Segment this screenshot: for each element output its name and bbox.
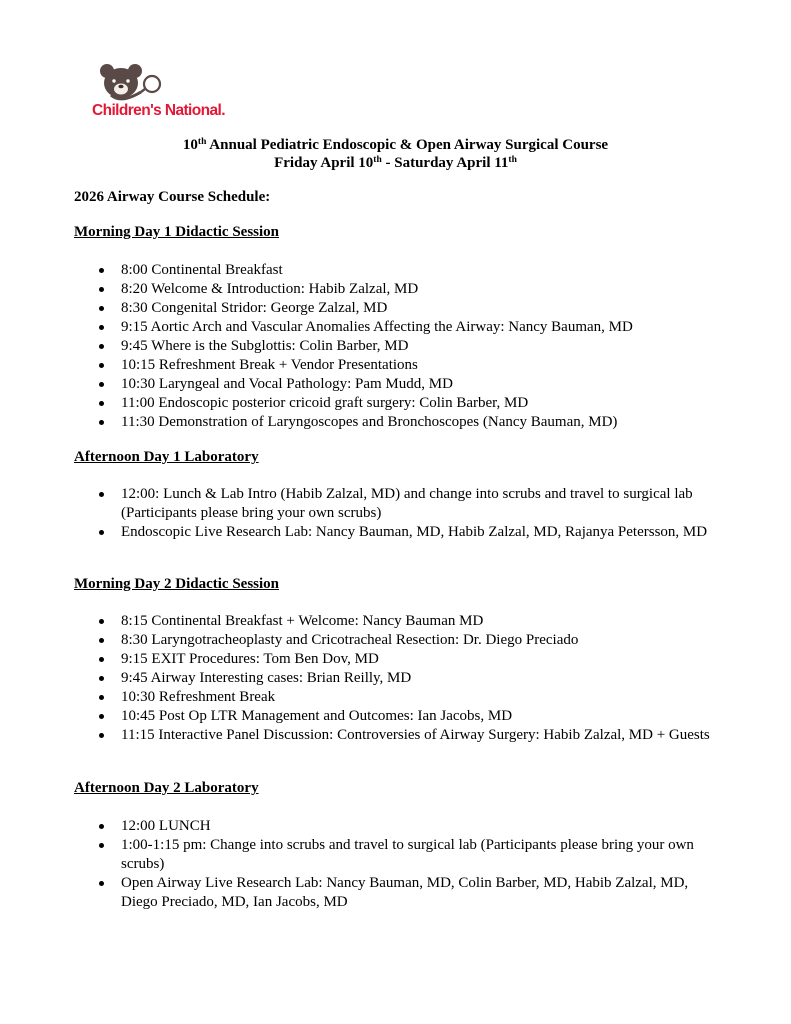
bullet-icon — [99, 619, 104, 624]
section-heading-morning-day-2: Morning Day 2 Didactic Session — [74, 576, 280, 592]
course-name-line — [0, 136, 791, 154]
afternoon-day-1-list — [0, 485, 791, 542]
list-item: 12:00: Lunch & Lab Intro (Habib Zalzal, MD) and change into scrubs and travel to surgical lab (Participants please bring your own scrubs) — [0, 485, 791, 523]
list-item: 9:15 EXIT Procedures: Tom Ben Dov, MD — [0, 650, 791, 669]
course-name: Annual Pediatric Endoscopic & Open Airway Surgical Course — [206, 137, 609, 153]
bullet-icon — [99, 420, 104, 425]
list-item: 1:00-1:15 pm: Change into scrubs and travel to surgical lab (Participants please bring your own scrubs) — [0, 836, 791, 874]
bullet-icon — [99, 676, 104, 681]
morning-day-2-list — [0, 612, 791, 745]
section-heading-afternoon-day-1: Afternoon Day 1 Laboratory — [74, 449, 259, 465]
list-item: 11:00 Endoscopic posterior cricoid graft surgery: Colin Barber, MD — [0, 394, 791, 413]
bullet-icon — [99, 638, 104, 643]
bullet-icon — [99, 492, 104, 497]
list-item: 9:45 Airway Interesting cases: Brian Reilly, MD — [0, 669, 791, 688]
bullet-icon — [99, 325, 104, 330]
list-item: 11:30 Demonstration of Laryngoscopes and Bronchoscopes (Nancy Bauman, MD) — [0, 413, 791, 432]
childrens-national-logo — [92, 62, 242, 122]
bullet-icon — [99, 530, 104, 535]
bullet-icon — [99, 695, 104, 700]
list-item: 8:00 Continental Breakfast — [0, 261, 791, 280]
list-item: 8:20 Welcome & Introduction: Habib Zalzal, MD — [0, 280, 791, 299]
list-item: 10:15 Refreshment Break + Vendor Presentations — [0, 356, 791, 375]
list-item: 10:30 Refreshment Break — [0, 688, 791, 707]
bullet-icon — [99, 843, 104, 848]
morning-day-1-list — [0, 261, 791, 432]
bullet-icon — [99, 733, 104, 738]
ordinal-suffix: th — [197, 137, 207, 147]
section-heading-morning-day-1: Morning Day 1 Didactic Session — [74, 224, 280, 240]
course-title — [0, 136, 791, 172]
bullet-icon — [99, 401, 104, 406]
course-ordinal: 10 — [182, 137, 198, 153]
bullet-icon — [99, 657, 104, 662]
bullet-icon — [99, 363, 104, 368]
list-item: 8:30 Laryngotracheoplasty and Cricotracheal Resection: Dr. Diego Preciado — [0, 631, 791, 650]
course-dates-line — [0, 154, 791, 172]
bullet-icon — [99, 382, 104, 387]
list-item: Open Airway Live Research Lab: Nancy Bauman, MD, Colin Barber, MD, Habib Zalzal, MD, Diego Preciado, MD, Ian Jacobs, MD — [0, 874, 791, 912]
list-item: 11:15 Interactive Panel Discussion: Controversies of Airway Surgery: Habib Zalzal, MD + Guests — [0, 726, 791, 745]
end-date-suffix: th — [508, 155, 517, 165]
list-item: 10:45 Post Op LTR Management and Outcomes: Ian Jacobs, MD — [0, 707, 791, 726]
list-item: 10:30 Laryngeal and Vocal Pathology: Pam Mudd, MD — [0, 375, 791, 394]
bullet-icon — [99, 268, 104, 273]
list-item: 9:15 Aortic Arch and Vascular Anomalies Affecting the Airway: Nancy Bauman, MD — [0, 318, 791, 337]
bullet-icon — [99, 287, 104, 292]
schedule-label: 2026 Airway Course Schedule: — [74, 189, 271, 205]
list-item: 9:45 Where is the Subglottis: Colin Barber, MD — [0, 337, 791, 356]
bullet-icon — [99, 306, 104, 311]
bullet-icon — [99, 881, 104, 886]
logo-wordmark: Children's National. — [92, 102, 225, 119]
start-date: Friday April 10 — [274, 155, 374, 171]
list-item: 8:15 Continental Breakfast + Welcome: Nancy Bauman MD — [0, 612, 791, 631]
list-item: Endoscopic Live Research Lab: Nancy Bauman, MD, Habib Zalzal, MD, Rajanya Petersson, MD — [0, 523, 791, 542]
section-heading-afternoon-day-2: Afternoon Day 2 Laboratory — [74, 780, 259, 796]
start-date-suffix: th — [373, 155, 382, 165]
bullet-icon — [99, 714, 104, 719]
bullet-icon — [99, 824, 104, 829]
bullet-icon — [99, 344, 104, 349]
end-date: - Saturday April 11 — [381, 155, 509, 171]
list-item: 12:00 LUNCH — [0, 817, 791, 836]
teddy-bear-stethoscope-icon — [97, 62, 167, 104]
list-item: 8:30 Congenital Stridor: George Zalzal, MD — [0, 299, 791, 318]
afternoon-day-2-list — [0, 817, 791, 912]
